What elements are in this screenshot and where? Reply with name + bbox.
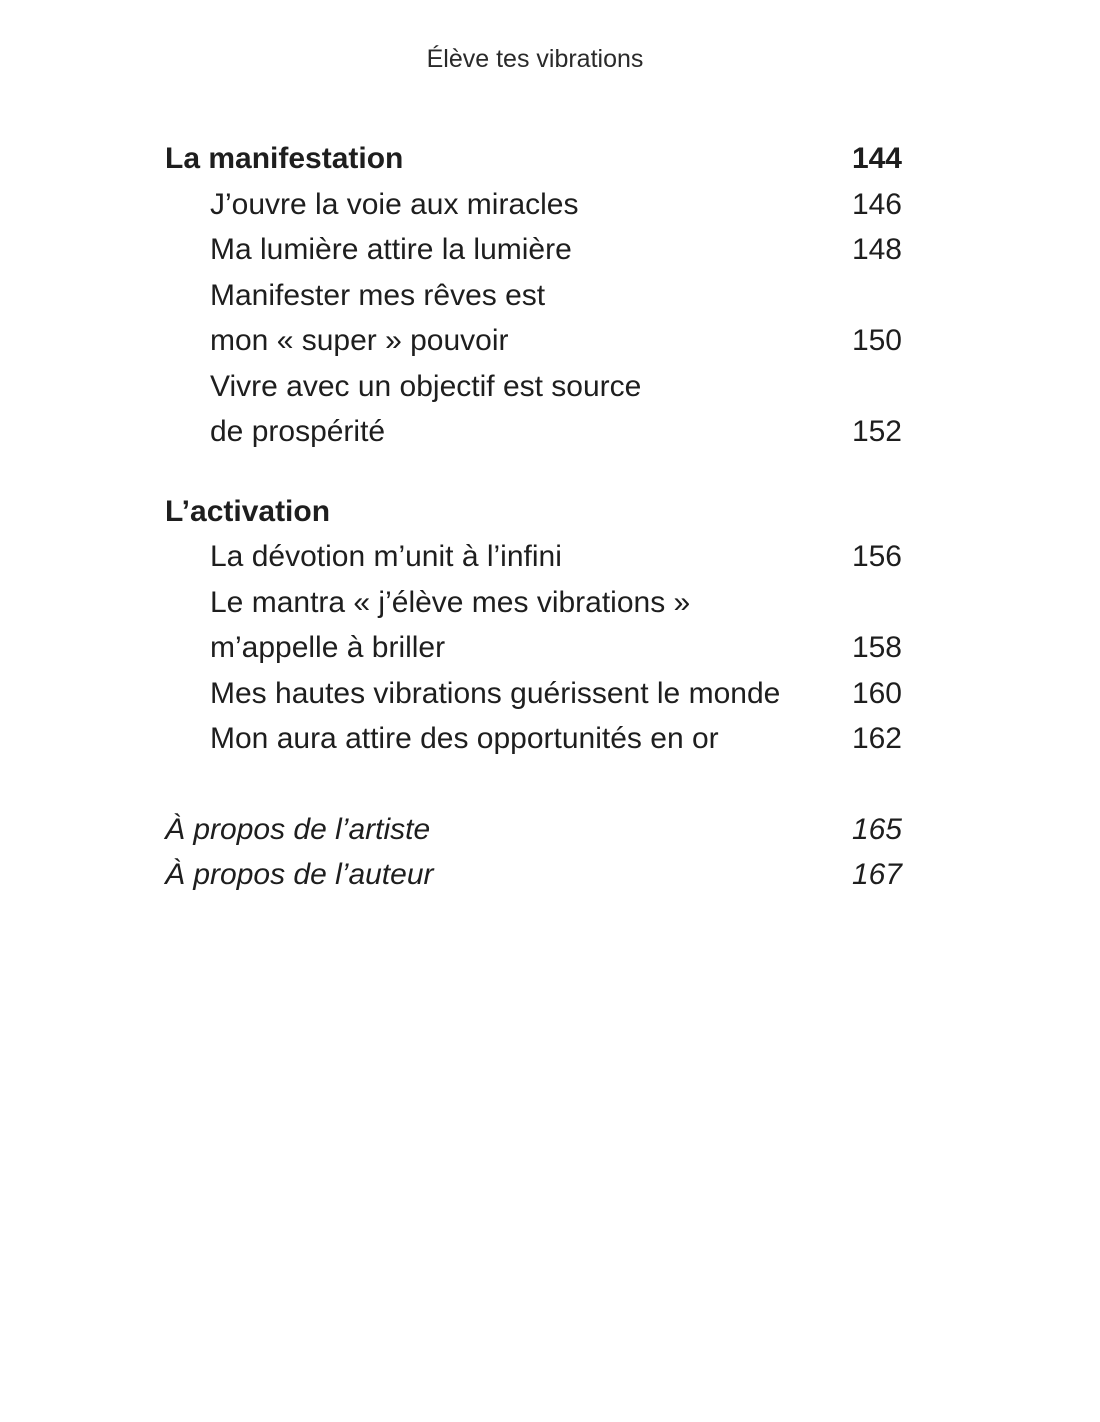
page-number: 146 xyxy=(851,187,902,221)
toc-section-heading[interactable] xyxy=(165,489,902,535)
toc-entry[interactable] xyxy=(165,182,902,228)
section-title: La manifestation xyxy=(165,142,404,175)
entry-title: J’ouvre la voie aux miracles xyxy=(210,187,579,221)
entry-title: Manifester mes rêves est xyxy=(210,278,546,312)
toc-section-heading[interactable] xyxy=(165,136,902,182)
toc-entry-line[interactable] xyxy=(165,580,902,626)
page-number: 156 xyxy=(851,540,902,573)
toc-entry[interactable] xyxy=(165,716,902,762)
entry-title-continued: de prospérité xyxy=(210,415,386,448)
page-number: 162 xyxy=(851,722,902,755)
toc-entry[interactable] xyxy=(165,625,902,671)
entry-title: À propos de l’artiste xyxy=(165,812,431,846)
toc-section-activation xyxy=(165,489,902,762)
section-spacer xyxy=(165,455,902,489)
toc-section-manifestation xyxy=(165,136,902,455)
toc-entry[interactable] xyxy=(165,534,902,580)
entry-title: Ma lumière attire la lumière xyxy=(210,233,572,266)
section-title: L’activation xyxy=(165,494,331,528)
toc-entry[interactable] xyxy=(165,409,902,455)
toc-entry[interactable] xyxy=(165,227,902,273)
entry-title: Le mantra « j’élève mes vibrations » xyxy=(210,585,691,619)
page-number: 167 xyxy=(851,858,902,891)
toc-back-matter-entry[interactable] xyxy=(165,807,902,853)
toc-back-matter-entry[interactable] xyxy=(165,852,902,898)
toc-entry-line[interactable] xyxy=(165,364,902,410)
entry-title: Mon aura attire des opportunités en or xyxy=(210,722,719,755)
entry-title: À propos de l’auteur xyxy=(165,858,434,891)
entry-title-continued: m’appelle à briller xyxy=(210,631,446,664)
page-number: 144 xyxy=(851,142,902,175)
toc-entry[interactable] xyxy=(165,318,902,364)
toc-entry[interactable] xyxy=(165,671,902,717)
entry-title: La dévotion m’unit à l’infini xyxy=(210,540,562,573)
entry-title: Mes hautes vibrations guérissent le monde xyxy=(210,676,781,710)
entry-title-continued: mon « super » pouvoir xyxy=(210,324,509,357)
page-number: 150 xyxy=(851,324,902,357)
running-head: Élève tes vibrations xyxy=(426,45,644,73)
page-number: 165 xyxy=(851,812,902,846)
section-spacer xyxy=(165,762,902,807)
toc-entry-line[interactable] xyxy=(165,273,902,319)
toc-back-matter xyxy=(165,807,902,898)
page-number: 160 xyxy=(851,676,902,710)
table-of-contents xyxy=(165,136,902,898)
entry-title: Vivre avec un objectif est source xyxy=(210,369,642,403)
page-number: 148 xyxy=(851,233,902,266)
page-number: 158 xyxy=(851,631,902,664)
page-number: 152 xyxy=(851,415,902,448)
